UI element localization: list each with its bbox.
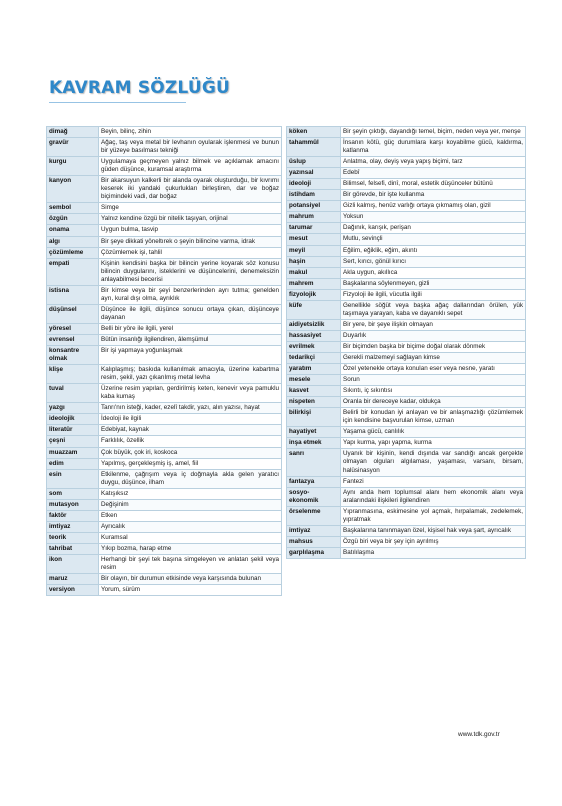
glossary-row (47, 425, 282, 436)
glossary-term: bilirkişi (287, 408, 341, 427)
glossary-term: üslup (287, 157, 341, 168)
glossary-definition: Tanrı'nın isteği, kader, ezelî takdir, yazı, alın yazısı, hayat (99, 403, 282, 414)
glossary-definition: Dağınık, karışık, perişan (341, 223, 526, 234)
glossary-row (287, 397, 526, 408)
footer-url: www.tdk.gov.tr (458, 731, 500, 738)
glossary-row (47, 203, 282, 214)
glossary-definition: Bir işi yapmaya yoğunlaşmak (99, 346, 282, 365)
glossary-definition: Bir olayın, bir durumun etkisinde veya karşısında bulunan (99, 574, 282, 585)
glossary-definition: Herhangi bir şeyi tek başına simgeleyen ve anlatan şekil veya resim (99, 554, 282, 573)
glossary-row (287, 157, 526, 168)
glossary-row (47, 469, 282, 488)
glossary-definition: Değişinim (99, 499, 282, 510)
glossary-row (287, 212, 526, 223)
glossary-definition: Fizyoloji ile ilgili, vücutla ilgili (341, 289, 526, 300)
glossary-term: faktör (47, 510, 99, 521)
glossary-term: onama (47, 225, 99, 236)
glossary-row (287, 319, 526, 330)
glossary-row (47, 436, 282, 447)
glossary-term: ideolojik (47, 414, 99, 425)
glossary-definition: Belirli bir konudan iyi anlayan ve bir anlaşmazlığı çözümlemek için kendisine başvurulan kimse, uzman (341, 408, 526, 427)
glossary-term: köken (287, 127, 341, 138)
glossary-definition: Beyin, bilinç, zihin (99, 127, 282, 138)
glossary-term: küfe (287, 300, 341, 319)
glossary-definition: Ayrıcalık (99, 521, 282, 532)
glossary-definition: Mutlu, sevinçli (341, 234, 526, 245)
glossary-row (287, 223, 526, 234)
glossary-term: sembol (47, 203, 99, 214)
glossary-definition: Akla uygun, akıllıca (341, 267, 526, 278)
glossary-definition: Bir biçimden başka bir biçime doğal olarak dönmek (341, 341, 526, 352)
glossary-table-left (46, 126, 282, 596)
glossary-definition: Yorum, sürüm (99, 585, 282, 596)
glossary-term: konsantre olmak (47, 346, 99, 365)
glossary-definition: Batılılaşma (341, 547, 526, 558)
glossary-definition: Fantezi (341, 476, 526, 487)
glossary-term: örselenme (287, 506, 341, 525)
glossary-row (287, 289, 526, 300)
glossary-definition: Etkilenme, çağrışım veya iç doğmayla akla gelen yaratıcı duygu, düşünce, ilham (99, 469, 282, 488)
title-underline (49, 102, 186, 103)
glossary-definition: Katışıksız (99, 488, 282, 499)
glossary-definition: Bir kimse veya bir şeyi benzerlerinden ayrı tutma; genelden ayrı, kural dışı olma, ayrıklık (99, 285, 282, 304)
glossary-row (47, 285, 282, 304)
glossary-definition: Genellikle söğüt veya başka ağaç dallarından örülen, yük taşımaya yarayan, kaba ve dayanıklı sepet (341, 300, 526, 319)
glossary-definition: Özel yetenekle ortaya konulan eser veya nesne, yaratı (341, 364, 526, 375)
glossary-definition: Sıkıntı, iç sıkıntısı (341, 386, 526, 397)
glossary-row (47, 225, 282, 236)
glossary-term: tahribat (47, 543, 99, 554)
glossary-term: ikon (47, 554, 99, 573)
glossary-row (47, 499, 282, 510)
glossary-definition: Uyanık bir kişinin, kendi dışında var sandığı ancak gerçekte olmayan olguları algılaması, yaşaması, varsanı, birsam, halüsinasyon (341, 449, 526, 476)
glossary-row (287, 506, 526, 525)
glossary-term: algı (47, 236, 99, 247)
glossary-term: istisna (47, 285, 99, 304)
glossary-definition: Uygun bulma, tasvip (99, 225, 282, 236)
glossary-row (287, 267, 526, 278)
glossary-definition: Gerekli malzemeyi sağlayan kimse (341, 352, 526, 363)
glossary-definition: Yıpranmasına, eskimesine yol açmak, hırpalamak, zedelemek, yıpratmak (341, 506, 526, 525)
glossary-term: haşin (287, 256, 341, 267)
glossary-row (47, 510, 282, 521)
glossary-row (47, 346, 282, 365)
glossary-row (287, 352, 526, 363)
glossary-row (287, 364, 526, 375)
glossary-definition: Bütün insanlığı ilgilendiren, âlemşümul (99, 334, 282, 345)
glossary-definition: Uygulamaya geçmeyen yalnız bilmek ve açıklamak amacını güden düşünce, kuramsal araştırma (99, 157, 282, 176)
glossary-term: yöresel (47, 323, 99, 334)
glossary-term: garplılaşma (287, 547, 341, 558)
glossary-term: muazzam (47, 447, 99, 458)
glossary-definition: Çok büyük, çok iri, koskoca (99, 447, 282, 458)
glossary-term: inşa etmek (287, 438, 341, 449)
glossary-term: tuval (47, 384, 99, 403)
glossary-row (287, 525, 526, 536)
glossary-definition: Kişinin kendisini başka bir bilincin yerine koyarak söz konusu bilincin duygularını, isteklerini ve düşüncelerini, denemeksizin anlayabilmesi becerisi (99, 258, 282, 285)
glossary-row (47, 458, 282, 469)
glossary-definition: Bir şeyin çıktığı, dayandığı temel, biçim, neden veya yer, menşe (341, 127, 526, 138)
glossary-term: sosyo-ekonomik (287, 487, 341, 506)
glossary-definition: Farklılık, özellik (99, 436, 282, 447)
glossary-row (47, 521, 282, 532)
glossary-definition: Yoksun (341, 212, 526, 223)
glossary-term: dimağ (47, 127, 99, 138)
glossary-definition: Oranla bir dereceye kadar, oldukça (341, 397, 526, 408)
glossary-row (47, 236, 282, 247)
glossary-term: yazgı (47, 403, 99, 414)
glossary-term: mahsus (287, 536, 341, 547)
glossary-term: gravür (47, 138, 99, 157)
glossary-term: hassasiyet (287, 330, 341, 341)
glossary-definition: Edebiyat, kaynak (99, 425, 282, 436)
glossary-term: çözümleme (47, 247, 99, 258)
glossary-row (47, 247, 282, 258)
glossary-term: mahrum (287, 212, 341, 223)
glossary-row (47, 403, 282, 414)
glossary-definition: Üzerine resim yapılan, gerdirilmiş keten, kenevir veya pamuklu kaba kumaş (99, 384, 282, 403)
glossary-row (287, 449, 526, 476)
glossary-term: tedarikçi (287, 352, 341, 363)
glossary-row (47, 334, 282, 345)
glossary-definition: Aynı anda hem toplumsal alanı hem ekonomik alanı veya aralarındaki ilişkileri ilgilendiren (341, 487, 526, 506)
glossary-row (287, 408, 526, 427)
glossary-row (287, 547, 526, 558)
glossary-row (47, 258, 282, 285)
glossary-term: fizyolojik (287, 289, 341, 300)
glossary-term: evrensel (47, 334, 99, 345)
glossary-term: nispeten (287, 397, 341, 408)
glossary-term: teorik (47, 532, 99, 543)
glossary-term: mesele (287, 375, 341, 386)
glossary-term: edim (47, 458, 99, 469)
glossary-term: yazınsal (287, 168, 341, 179)
glossary-term: empati (47, 258, 99, 285)
glossary-row (287, 330, 526, 341)
glossary-row (47, 138, 282, 157)
glossary-term: maruz (47, 574, 99, 585)
glossary-definition: Çözümlemek işi, tahlil (99, 247, 282, 258)
glossary-term: mahrem (287, 278, 341, 289)
glossary-definition: Bilimsel, felsefi, dinî, moral, estetik düşünceler bütünü (341, 179, 526, 190)
glossary-definition: Bir şeye dikkati yöneltırek o şeyin bilincine varma, idrak (99, 236, 282, 247)
glossary-term: literatür (47, 425, 99, 436)
glossary-definition: Edebî (341, 168, 526, 179)
glossary-row (287, 536, 526, 547)
glossary-definition: Sert, kırıcı, gönül kırıcı (341, 256, 526, 267)
glossary-definition: Kalıplaşmış; baskıda kullanılmak amacıyla, üzerine kabartma resim, şekil, yazı çıkarılmış metal levha (99, 365, 282, 384)
glossary-definition: Yalnız kendine özgü bir nitelik taşıyan, orijinal (99, 214, 282, 225)
glossary-term: aidiyetsizlik (287, 319, 341, 330)
glossary-definition: Duyarlık (341, 330, 526, 341)
glossary-term: mesut (287, 234, 341, 245)
glossary-row (287, 234, 526, 245)
glossary-definition: Gizli kalmış, henüz varlığı ortaya çıkmamış olan, gizil (341, 201, 526, 212)
glossary-row (47, 543, 282, 554)
glossary-row (47, 214, 282, 225)
glossary-row (287, 487, 526, 506)
glossary-row (47, 414, 282, 425)
glossary-row (47, 323, 282, 334)
glossary-definition: Yapılmış, gerçekleşmiş iş, amel, fiil (99, 458, 282, 469)
glossary-term: klişe (47, 365, 99, 384)
glossary-term: versiyon (47, 585, 99, 596)
glossary-definition: Anlatma, olay, deyiş veya yapış biçimi, tarz (341, 157, 526, 168)
glossary-row (47, 176, 282, 203)
glossary-row (287, 341, 526, 352)
glossary-definition: Yıkıp bozma, harap etme (99, 543, 282, 554)
glossary-row (47, 447, 282, 458)
glossary-definition: Bir görevde, bir işte kullanma (341, 190, 526, 201)
glossary-term: sanrı (287, 449, 341, 476)
glossary-definition: Yaşama gücü, canlılık (341, 427, 526, 438)
glossary-term: imtiyaz (287, 525, 341, 536)
glossary-definition: İdeoloji ile ilgili (99, 414, 282, 425)
glossary-row (47, 365, 282, 384)
glossary-term: kasvet (287, 386, 341, 397)
glossary-definition: Başkalarına söylenmeyen, gizli (341, 278, 526, 289)
glossary-row (287, 256, 526, 267)
glossary-definition: Eğilim, eğiklik, eğim, akıntı (341, 245, 526, 256)
glossary-row (287, 278, 526, 289)
glossary-term: yaratım (287, 364, 341, 375)
glossary-row (287, 375, 526, 386)
glossary-definition: Bir akarsuyun kalkerli bir alanda oyarak oluşturduğu, bir kıvrımı keserek iki yandaki çukurlukları birleştiren, dar ve boğaz biçimindeki vadi, dar boğaz (99, 176, 282, 203)
glossary-row (287, 127, 526, 138)
glossary-row (47, 554, 282, 573)
glossary-definition: Etken (99, 510, 282, 521)
glossary-definition: Bir yere, bir şeye ilişkin olmayan (341, 319, 526, 330)
glossary-row (47, 488, 282, 499)
glossary-definition: Sorun (341, 375, 526, 386)
glossary-row (287, 138, 526, 157)
glossary-row (287, 179, 526, 190)
glossary-term: ideoloji (287, 179, 341, 190)
glossary-row (287, 476, 526, 487)
glossary-term: potansiyel (287, 201, 341, 212)
glossary-definition: Kuramsal (99, 532, 282, 543)
glossary-term: imtiyaz (47, 521, 99, 532)
glossary-term: hayatiyet (287, 427, 341, 438)
glossary-term: fantazya (287, 476, 341, 487)
glossary-definition: İnsanın kötü, güç durumlara karşı koyabilme gücü, kaldırma, katlanma (341, 138, 526, 157)
glossary-term: kurgu (47, 157, 99, 176)
glossary-term: tarumar (287, 223, 341, 234)
glossary-row (287, 427, 526, 438)
glossary-row (47, 585, 282, 596)
glossary-term: makul (287, 267, 341, 278)
glossary-row (287, 386, 526, 397)
glossary-row (287, 201, 526, 212)
glossary-definition: Özgü biri veya bir şey için ayrılmış (341, 536, 526, 547)
glossary-term: esin (47, 469, 99, 488)
glossary-row (287, 300, 526, 319)
glossary-term: özgün (47, 214, 99, 225)
glossary-term: çeşni (47, 436, 99, 447)
glossary-row (47, 532, 282, 543)
glossary-term: düşünsel (47, 304, 99, 323)
glossary-row (287, 438, 526, 449)
glossary-term: kanyon (47, 176, 99, 203)
glossary-table-right (286, 126, 526, 559)
glossary-row (287, 245, 526, 256)
glossary-definition: Düşünce ile ilgili, düşünce sonucu ortaya çıkan, düşünceye dayanan (99, 304, 282, 323)
glossary-term: evrilmek (287, 341, 341, 352)
glossary-definition: Ağaç, taş veya metal bir levhanın oyularak işlenmesi ve bunun bir yüzeye basılması tekniği (99, 138, 282, 157)
glossary-term: tahammül (287, 138, 341, 157)
glossary-definition: Belli bir yöre ile ilgili, yerel (99, 323, 282, 334)
glossary-term: mutasyon (47, 499, 99, 510)
glossary-definition: Başkalarına tanınmayan özel, kişisel hak veya şart, ayrıcalık (341, 525, 526, 536)
glossary-row (287, 168, 526, 179)
glossary-row (47, 384, 282, 403)
glossary-term: meyil (287, 245, 341, 256)
glossary-row (47, 304, 282, 323)
glossary-term: istihdam (287, 190, 341, 201)
glossary-row (47, 127, 282, 138)
glossary-row (47, 157, 282, 176)
glossary-term: som (47, 488, 99, 499)
page-title: KAVRAM SÖZLÜĞÜ (49, 78, 231, 98)
glossary-row (287, 190, 526, 201)
glossary-definition: Yapı kurma, yapı yapma, kurma (341, 438, 526, 449)
glossary-definition: Simge (99, 203, 282, 214)
glossary-row (47, 574, 282, 585)
